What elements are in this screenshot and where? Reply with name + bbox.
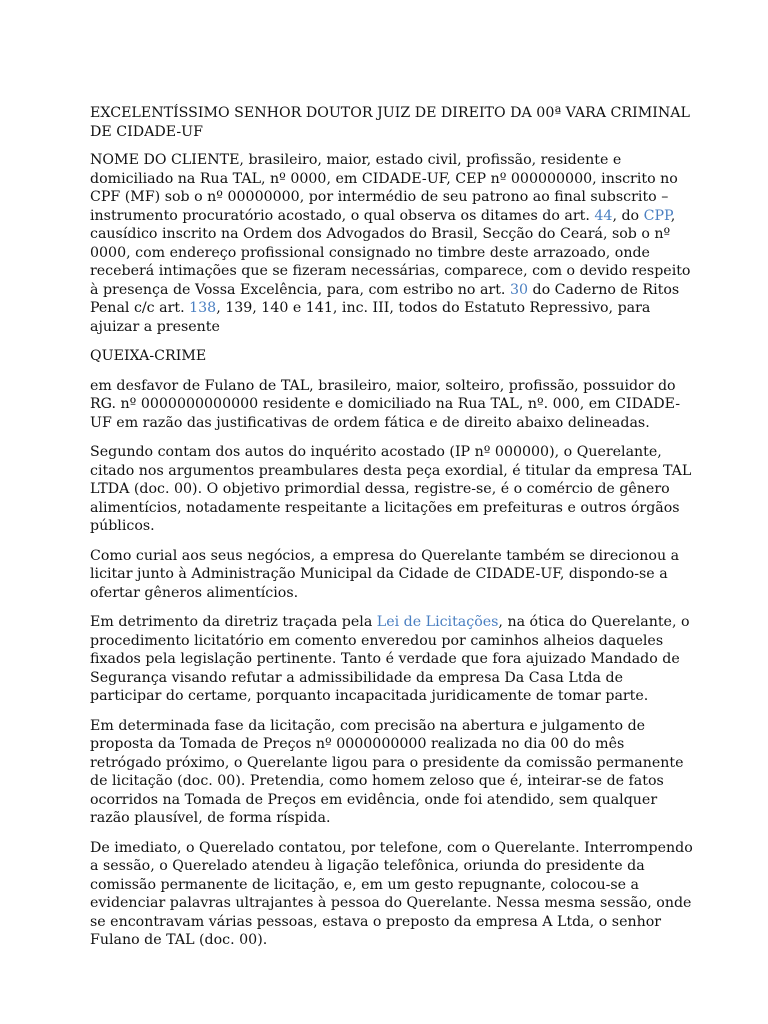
qualification-text-2: , do bbox=[612, 207, 644, 224]
defendant-paragraph: em desfavor de Fulano de TAL, brasileiro, maior, solteiro, profissão, possuidor do RG. nº 0000000000000 residente e domiciliado na Rua TAL, nº. 000, em CIDADE-UF em razão das justificativas de ordem fática e de direito abaixo delineadas. bbox=[90, 377, 681, 431]
cpp-link[interactable]: CPP bbox=[643, 207, 671, 224]
petition-heading: EXCELENTÍSSIMO SENHOR DOUTOR JUIZ DE DIREITO DA 00ª VARA CRIMINAL DE CIDADE-UF bbox=[90, 105, 690, 140]
facts-paragraph-2: Como curial aos seus negócios, a empresa do Querelante também se direcionou a licitar junto à Administração Municipal da Cidade de CIDADE-UF, dispondo-se a ofertar gêneros alimentícios. bbox=[90, 547, 680, 601]
qualification-text-1: NOME DO CLIENTE, brasileiro, maior, estado civil, profissão, residente e domiciliado na Rua TAL, nº 0000, em CIDADE-UF, CEP nº 000000000, inscrito no CPF (MF) sob o nº 00000000, por intermédio de seu patrono ao final subscrito – instrumento procuratório acostado, o qual observa os ditames do art. bbox=[90, 152, 678, 224]
facts-3-text-1: Em detrimento da diretriz traçada pela bbox=[90, 614, 377, 630]
art-44-link[interactable]: 44 bbox=[594, 207, 613, 224]
lei-licitacoes-link[interactable]: Lei de Licitações bbox=[376, 614, 499, 630]
qualification-paragraph bbox=[90, 151, 698, 336]
facts-paragraph-4: Em determinada fase da licitação, com precisão na abertura e julgamento de proposta da Tomada de Preços nº 0000000000 realizada no dia 00 do mês retrógado próximo, o Querelante ligou para o presidente da comissão permanente de licitação (doc. 00). Pretendia, como homem zeloso que é, inteirar-se de fatos ocorridos na Tomada de Preços em evidência, onde foi atendido, sem qualquer razão plausível, de forma ríspida. bbox=[90, 717, 684, 826]
facts-3-text-2: , na ótica do Querelante, o procedimento licitatório em comento enveredou por caminhos alheios daqueles fixados pela legislação pertinente. Tanto é verdade que fora ajuizado Mandado de Segurança visando refutar a admissibilidade da empresa Da Casa Ltda de participar do certame, porquanto incapacitada juridicamente de tomar parte. bbox=[90, 614, 690, 704]
facts-paragraph-5: De imediato, o Querelado contatou, por telefone, com o Querelante. Interrompendo a sessão, o Querelado atendeu à ligação telefônica, oriunda do presidente da comissão permanente de licitação, e, em um gesto repugnante, colocou-se a evidenciar palavras ultrajantes à pessoa do Querelante. Nessa mesma sessão, onde se encontravam várias pessoas, estava o preposto da empresa A Ltda, o senhor Fulano de TAL (doc. 00). bbox=[90, 839, 693, 948]
art-138-link[interactable]: 138 bbox=[189, 300, 217, 316]
qualification-text-3: , causídico inscrito na Ordem dos Advogados do Brasil, Secção do Ceará, sob o nº 0000, com endereço profissional consignado no timbre deste arrazoado, onde receberá intimações que se fizeram necessárias, comparece, com o devido respeito à presença de Vossa Excelência, para, com estribo no art. bbox=[90, 207, 691, 298]
qualification-text-5: , 139, 140 e 141, inc. III, todos do Estatuto Repressivo, para ajuizar a presente bbox=[90, 300, 651, 335]
facts-paragraph-1: Segundo contam dos autos do inquérito acostado (IP nº 000000), o Querelante, citado nos argumentos preambulares desta peça exordial, é titular da empresa TAL LTDA (doc. 00). O objetivo primordial dessa, registre-se, é o comércio de gênero alimentícios, notadamente respeitante a licitações em prefeituras e outros órgãos públicos. bbox=[90, 444, 692, 534]
queixa-crime-title: QUEIXA-CRIME bbox=[90, 348, 207, 364]
qualification-text-4: do Caderno de Ritos Penal c/c art. bbox=[90, 281, 680, 316]
art-30-link[interactable]: 30 bbox=[509, 281, 528, 298]
facts-paragraph-3 bbox=[90, 613, 698, 706]
